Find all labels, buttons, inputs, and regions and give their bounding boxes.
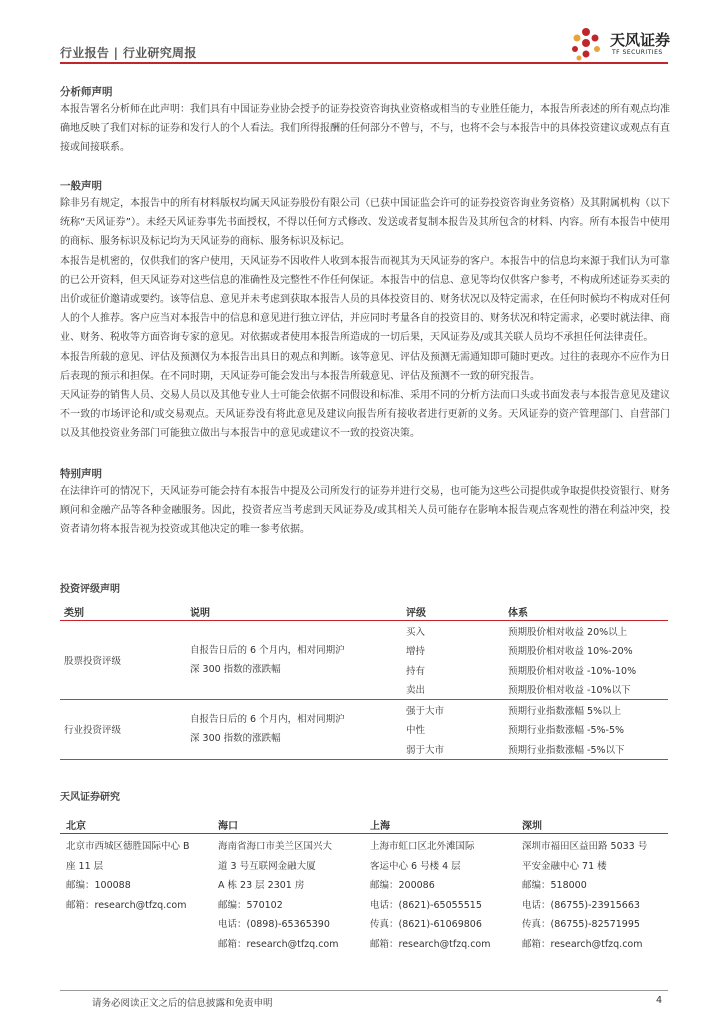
general-paragraph: 本报告是机密的，仅供我们的客户使用，天风证券不因收件人收到本报告而视其为天风证券的客户。本报告中的信息均来源于我们认为可靠的已公开资料，但天风证券对这些信息的准确性及完整性不作任何保证。本报告中的信息、意见等均仅供客户参考，不构成所述证券买卖的出价或征价邀请或要约。该等信息、意见并未考虑到获取本报告人员的具体投资目的、财务状况以及特定需求，在任何时候均不构成对任何人的个人推荐。客户应当对本报告中的信息和意见进行独立评估，并应同时考量各自的投资目的、财务状况和特定需求，必要时就法律、商业、财务、税收等方面咨询专家的意见。对依据或者使用本报告所造成的一切后果，天风证券及/或其关联人员均不承担任何法律责任。 [60, 255, 670, 344]
special-statement [60, 466, 670, 540]
special-statement-title: 特别声明 [60, 468, 102, 480]
rating-desc-line: 深 300 指数的涨跌幅 [190, 664, 281, 675]
offices-header-row [60, 815, 668, 834]
logo-subtitle: TF SECURITIES [612, 49, 663, 56]
table-row [60, 700, 668, 720]
rating-grade: 持有 [406, 665, 426, 677]
office-line: 深圳市福田区益田路 5033 号 [522, 841, 648, 852]
analyst-statement-body: 本报告署名分析师在此声明：我们具有中国证券业协会授予的证券投资咨询执业资格或相当的专业胜任能力，本报告所表述的所有观点均准确地反映了我们对标的证券和发行人的个人看法。我们所得报酬的任何部分不曾与，不与，也将不会与本报告中的具体投资建议或观点有直接或间接联系。 [60, 104, 670, 154]
header-divider [60, 62, 668, 64]
rating-desc [186, 700, 402, 760]
logo-name: 天风证券 [610, 31, 671, 49]
office-beijing [60, 834, 212, 955]
rating-system: 预期股价相对收益 -10%以下 [504, 680, 668, 700]
rating-system: 预期股价相对收益 20%以上 [508, 626, 628, 638]
office-header-shanghai: 上海 [364, 815, 516, 834]
logo-icon [566, 26, 606, 62]
rating-grade: 强于大市 [406, 705, 445, 717]
analyst-statement [60, 84, 670, 158]
analyst-statement-title: 分析师声明 [60, 86, 113, 98]
office-line: 邮编：200086 [370, 880, 435, 891]
general-statement-title: 一般声明 [60, 180, 102, 192]
office-line: 电话：(0898)-65365390 [218, 919, 330, 930]
rating-desc-line: 自报告日后的 6 个月内，相对同期沪 [190, 645, 345, 656]
rating-header-row [60, 602, 668, 621]
footer-divider [60, 990, 668, 991]
rating-grade: 增持 [406, 646, 426, 658]
rating-system: 预期行业指数涨幅 -5%以下 [504, 739, 668, 759]
offices-row [60, 834, 668, 955]
office-header-beijing: 北京 [60, 815, 212, 834]
page-number: 4 [656, 995, 663, 1006]
general-paragraph: 天风证券的销售人员、交易人员以及其他专业人士可能会依据不同假设和标准、采用不同的分析方法而口头或书面发表与本报告意见及建议不一致的市场评论和/或交易观点。天风证券没有将此意见及建议向报告所有接收者进行更新的义务。天风证券的资产管理部门、自营部门以及其他投资业务部门可能独立做出与本报告中的意见或建议不一致的投资决策。 [60, 390, 670, 440]
offices-table [60, 815, 668, 954]
office-shenzhen [516, 834, 668, 955]
general-paragraph: 除非另有规定，本报告中的所有材料版权均属天风证券股份有限公司（已获中国证监会许可的证券投资咨询业务资格）及其附属机构（以下统称“天风证券”）。未经天风证券事先书面授权，不得以任何方式修改、发送或者复制本报告及其所包含的材料、内容。所有本报告中使用的商标、服务标识及标记均为天风证券的商标、服务标识及标记。 [60, 198, 670, 248]
rating-grade: 中性 [406, 725, 426, 737]
rating-header-desc: 说明 [186, 602, 402, 621]
office-line: 传真：(8621)-61069806 [370, 919, 482, 930]
rating-title: 投资评级声明 [60, 584, 120, 595]
rating-category: 股票投资评级 [60, 621, 186, 700]
rating-grade: 弱于大市 [402, 739, 504, 759]
rating-header-category: 类别 [60, 602, 186, 621]
office-header-shenzhen: 深圳 [516, 815, 668, 834]
office-line: 传真：(86755)-82571995 [522, 919, 640, 930]
footer-disclaimer: 请务必阅读正文之后的信息披露和免责申明 [92, 998, 273, 1009]
rating-header-grade: 评级 [402, 602, 504, 621]
special-statement-body: 在法律许可的情况下，天风证券可能会持有本报告中提及公司所发行的证券并进行交易，也可能为这些公司提供或争取提供投资银行、财务顾问和金融产品等各种金融服务。因此，投资者应当考虑到天风证券及/或其相关人员可能存在影响本报告观点客观性的潜在利益冲突，投资者请勿将本报告视为投资或其他决定的唯一参考依据。 [60, 486, 670, 536]
rating-grade: 买入 [406, 626, 426, 638]
office-line: 客运中心 6 号楼 4 层 [370, 860, 461, 872]
office-shanghai [364, 834, 516, 955]
rating-system: 预期行业指数涨幅 5%以上 [508, 705, 622, 717]
rating-system: 预期股价相对收益 10%-20% [508, 646, 633, 658]
rating-desc-line: 深 300 指数的涨跌幅 [190, 733, 281, 745]
rating-desc-line: 自报告日后的 6 个月内，相对同期沪 [190, 714, 345, 726]
rating-header-system: 体系 [504, 602, 668, 621]
rating-category: 行业投资评级 [60, 700, 186, 760]
rating-desc [186, 621, 402, 700]
office-line: A 栋 23 层 2301 房 [218, 880, 305, 891]
office-line: 电话：(8621)-65055515 [370, 899, 482, 911]
office-line: 平安金融中心 71 楼 [522, 860, 607, 872]
office-line: 邮编：570102 [218, 899, 283, 911]
rating-grade: 卖出 [402, 680, 504, 700]
office-header-haikou: 海口 [212, 815, 364, 834]
rating-table [60, 602, 668, 760]
office-line: 邮箱：research@tfzq.com [66, 899, 187, 911]
office-line: 上海市虹口区北外滩国际 [370, 841, 475, 852]
office-line: 邮编：100088 [66, 880, 131, 891]
general-statement [60, 178, 670, 444]
office-line: 邮箱：research@tfzq.com [370, 938, 491, 950]
office-line: 道 3 号互联网金融大厦 [218, 860, 316, 872]
table-row [60, 621, 668, 641]
general-paragraph: 本报告所载的意见、评估及预测仅为本报告出具日的观点和判断。该等意见、评估及预测无需通知即可随时更改。过往的表现亦不应作为日后表现的预示和担保。在不同时期，天风证券可能会发出与本报告所载意见、评估及预测不一致的研究报告。 [60, 351, 670, 382]
office-line: 邮箱：research@tfzq.com [522, 938, 643, 950]
office-line: 海南省海口市美兰区国兴大 [218, 841, 333, 852]
company-logo [566, 26, 676, 62]
office-line: 电话：(86755)-23915663 [522, 899, 640, 911]
offices-title: 天风证券研究 [60, 792, 120, 803]
office-haikou [212, 834, 364, 955]
office-line: 邮箱：research@tfzq.com [218, 938, 339, 950]
office-line: 北京市西城区德胜国际中心 B [66, 841, 190, 852]
rating-system: 预期行业指数涨幅 -5%-5% [508, 725, 625, 737]
office-line: 座 11 层 [66, 860, 104, 872]
rating-system: 预期股价相对收益 -10%-10% [508, 665, 637, 677]
header-title: 行业报告 | 行业研究周报 [60, 46, 197, 60]
office-line: 邮编：518000 [522, 880, 587, 891]
